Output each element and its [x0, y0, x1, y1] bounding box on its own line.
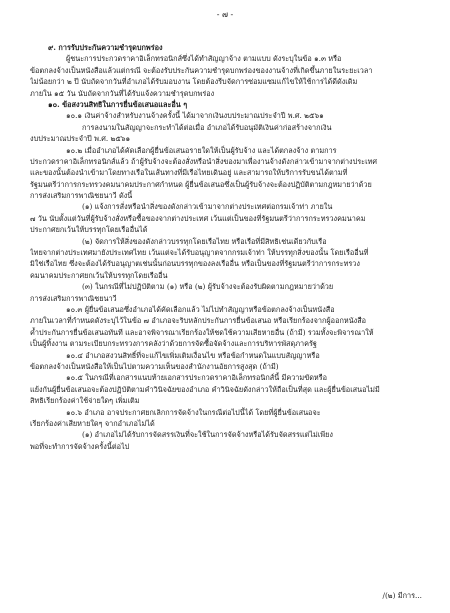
text-line: การส่งเสริมการพาณิชยนาวี ดังนี้: [30, 191, 133, 201]
text-line: ๑๐.๖ อำเภอ อาจประกาศยกเลิกการจัดจ้างในกรณีต่อไปนี้ได้ โดยที่ผู้ยื่นข้อเสนอจะ: [66, 407, 321, 417]
text-line: ภายใน ๑๕ วัน นับถัดจากวันที่ได้รับแจ้งความชำรุดบกพร่อง: [30, 88, 215, 98]
text-line: ๑๐.๔ อำเภอสงวนสิทธิ์ที่จะแก้ไขเพิ่มเติมเงื่อนไข หรือข้อกำหนดในแบบสัญญาหรือ: [66, 350, 320, 360]
text-line: ๑๐.๓ ผู้ยื่นข้อเสนอซึ่งอำเภอได้คัดเลือกแล้ว ไม่ไปทำสัญญาหรือข้อตกลงจ้างเป็นหนังสือ: [66, 304, 335, 314]
text-line: ผู้ชนะการประกวดราคาอิเล็กทรอนิกส์ซึ่งได้ทำสัญญาจ้าง ตามแบบ ดังระบุในข้อ ๑.๓ หรือ: [66, 54, 342, 64]
document-body: [30, 42, 424, 452]
text-line: การส่งเสริมการพาณิชยนาวี: [30, 293, 117, 303]
text-line: (๓) ในกรณีที่ไม่ปฏิบัติตาม (๑) หรือ (๒) ผู้รับจ้างจะต้องรับผิดตามกฎหมายว่าด้วย: [82, 282, 334, 292]
text-line: แย้งกันผู้ยื่นข้อเสนอจะต้องปฏิบัติตามคำวินิจฉัยของอำเภอ คำวินิจฉัยดังกล่าวให้ถือเป็นที่สุด และผู้ยื่นข้อเสนอไม่มี: [30, 384, 380, 394]
text-line: (๒) จัดการให้สิ่งของดังกล่าวบรรทุกโดยเรือไทย หรือเรือที่มีสิทธิเช่นเดียวกับเรือ: [82, 236, 327, 246]
text-line: มิใช่เรือไทย ซึ่งจะต้องได้รับอนุญาตเช่นนั้นก่อนบรรทุกของลงเรืออื่น หรือเป็นของที่รัฐมนตรีว่าการกระทรวง: [30, 259, 360, 269]
text-line: ภายในเวลาที่กำหนดดังระบุไว้ในข้อ ๗ อำเภอจะริบหลักประกันการยื่นข้อเสนอ หรือเรียกร้องจากผู้ออกหนังสือ: [30, 316, 367, 326]
text-line: คมนาคมประกาศยกเว้นให้บรรทุกโดยเรืออื่น: [30, 270, 168, 280]
text-line: ข้อตกลงจ้างเป็นหนังสือให้เป็นไปตามความเห็นของสำนักงานอัยการสูงสุด (ถ้ามี): [30, 361, 279, 371]
text-line: พอที่จะทำการจัดจ้างครั้งนี้ต่อไป: [30, 441, 130, 451]
text-line: ๑๐.๒ เมื่ออำเภอได้คัดเลือกผู้ยื่นข้อเสนอรายใดให้เป็นผู้รับจ้าง และได้ตกลงจ้าง ตามการ: [66, 145, 337, 155]
text-line: ๑๐. ข้อสงวนสิทธิในการยื่นข้อเสนอและอื่น ๆ: [48, 99, 188, 109]
text-line: ข้อตกลงจ้างเป็นหนังสือแล้วแต่กรณี จะต้องรับประกันความชำรุดบกพร่องของงานจ้างที่เกิดขึ้นภายในระยะเวลา: [30, 65, 373, 75]
text-line: ๙. การรับประกันความชำรุดบกพร่อง: [48, 43, 163, 52]
text-line: และของนั้นต้องนำเข้ามาโดยทางเรือในเส้นทางที่มีเรือไทยเดินอยู่ และสามารถให้บริการรับขนได้ตามที่: [30, 168, 348, 178]
text-line: ประกาศยกเว้นให้บรรทุกโดยเรืออื่นได้: [30, 225, 148, 235]
text-line: รัฐมนตรีว่าการกระทรวงคมนาคมประกาศกำหนด ผู้ยื่นข้อเสนอซึ่งเป็นผู้รับจ้างจะต้องปฏิบัติตามกฎหมายว่าด้วย: [30, 179, 372, 189]
text-line: ไทยจากต่างประเทศมายังประเทศไทย เว้นแต่จะได้รับอนุญาตจากกรมเจ้าท่า ให้บรรทุกสิ่งของนั้น โดยเรืออื่นที่: [30, 248, 369, 258]
text-line: ประกวดราคาอิเล็กทรอนิกส์แล้ว ถ้าผู้รับจ้างจะต้องสั่งหรือนำสิ่งของมาเพื่องานจ้างดังกล่าวเข้ามาจากต่างประเทศ: [30, 156, 378, 166]
text-line: ๑๐.๕ ในกรณีที่เอกสารแนบท้ายเอกสารประกวดราคาอิเล็กทรอนิกส์นี้ มีความขัดหรือ: [66, 373, 328, 383]
text-line: งบประมาณประจำปี พ.ศ. ๒๕๖๑: [30, 134, 131, 144]
text-line: ๗ วัน นับตั้งแต่วันที่ผู้รับจ้างสั่งหรือซื้อของจากต่างประเทศ เว้นแต่เป็นของที่รัฐมนตรีว่าการกระทรวงคมนาคม: [30, 213, 366, 223]
text-line: เรียกร้องค่าเสียหายใดๆ จากอำเภอไม่ได้: [30, 418, 155, 428]
text-line: เป็นผู้ทิ้งงาน ตามระเบียบกระทรวงการคลังว่าด้วยการจัดซื้อจัดจ้างและการบริหารพัสดุภาครัฐ: [30, 339, 317, 349]
text-line: การลงนามในสัญญาจะกระทำได้ต่อเมื่อ อำเภอได้รับอนุมัติเงินค่าก่อสร้างจากเงิน: [82, 122, 332, 132]
page-number: - ๗ -: [216, 10, 234, 19]
text-line: (๑) แจ้งการสั่งหรือนำสิ่งของดังกล่าวเข้ามาจากต่างประเทศต่อกรมเจ้าท่า ภายใน: [82, 202, 333, 212]
text-line: ค้ำประกันการยื่นข้อเสนอทันที และอาจพิจารณาเรียกร้องให้ชดใช้ความเสียหายอื่น (ถ้ามี) รวมทั้งจะพิจารณาให้: [30, 327, 374, 337]
text-line: ๑๐.๑ เงินค่าจ้างสำหรับงานจ้างครั้งนี้ ได้มาจากเงินงบประมาณประจำปี พ.ศ. ๒๕๖๑: [66, 111, 324, 121]
continuation-note: /(๒) มีการ...: [382, 591, 422, 600]
text-line: (๑) อำเภอไม่ได้รับการจัดสรรเงินที่จะใช้ในการจัดจ้างหรือได้รับจัดสรรแต่ไม่เพียง: [82, 430, 333, 440]
text-line: สิทธิเรียกร้องค่าใช้จ่ายใดๆ เพิ่มเติม: [30, 396, 140, 406]
text-line: ไม่น้อยกว่า ๒ ปี นับถัดจากวันที่อำเภอได้รับมอบงาน โดยต้องรีบจัดการซ่อมแซมแก้ไขให้ใช้การได้ดีดังเดิม: [30, 77, 358, 87]
